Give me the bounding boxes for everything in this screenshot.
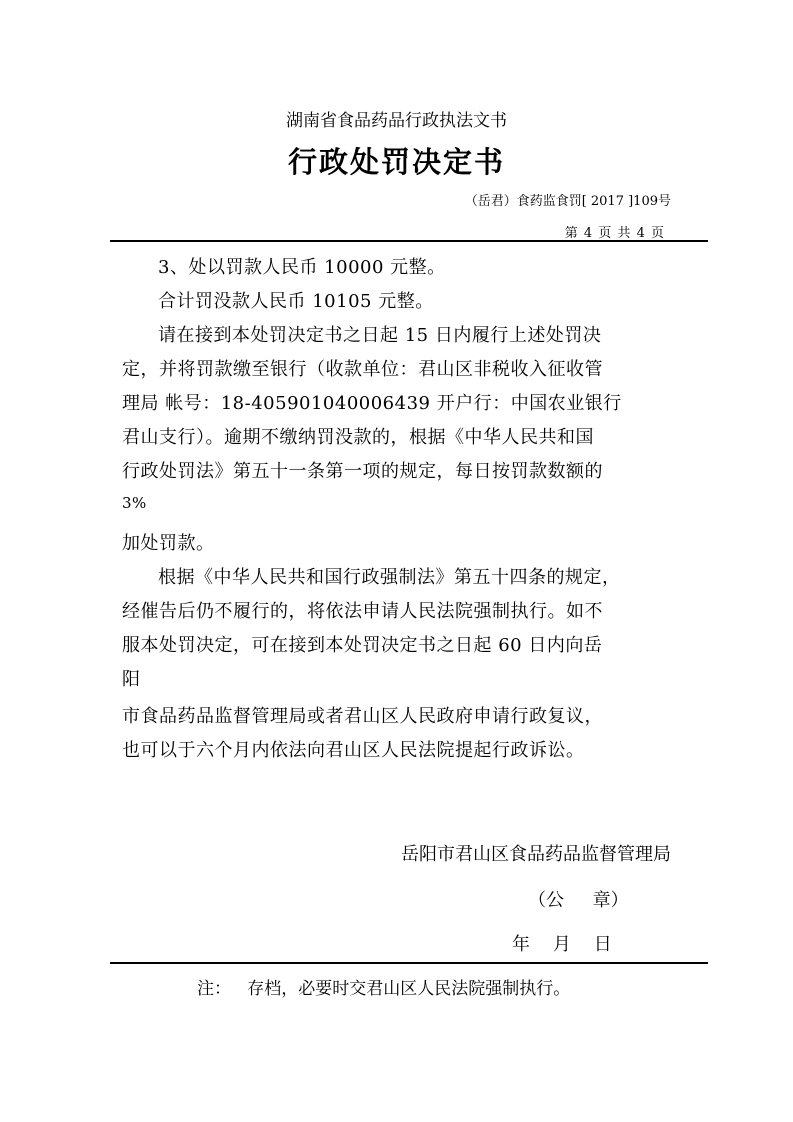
page-info: 第 4 页 共 4 页 [564,226,665,241]
text-line: 请在接到本处罚决定书之日起 15 日内履行上述处罚决 [158,325,602,346]
text-line: 3% [122,494,147,512]
text-line: 行政处罚法》第五十一条第一项的规定，每日按罚款数额的 [122,461,603,482]
text-line: 加处罚款。 [122,533,215,554]
header-divider [110,240,708,242]
text-line: 阳 [122,669,141,690]
text-line: 服本处罚决定，可在接到本处罚决定书之日起 60 日内向岳 [122,635,603,656]
text-line: 定，并将罚款缴至银行（收款单位：君山区非税收入征收管 [122,359,603,380]
text-line: 3、处以罚款人民币 10000 元整。 [158,257,446,278]
text-line: 市食品药品监督管理局或者君山区人民政府申请行政复议， [122,706,603,727]
official-seal: （公 章） [528,890,629,911]
document-title: 行政处罚决定书 [287,145,505,179]
document-number: （岳君）食药监食罚[ 2017 ]109号 [464,194,671,209]
text-line: 根据《中华人民共和国行政强制法》第五十四条的规定， [158,567,621,588]
footer-divider [110,962,708,964]
issue-date: 年 月 日 [512,934,612,955]
text-line: 也可以于六个月内依法向君山区人民法院提起行政诉讼。 [122,740,585,761]
footer-note: 注： 存档，必要时交君山区人民法院强制执行。 [197,979,571,999]
text-line: 理局 帐号：18-405901040006439 开户行：中国农业银行 [122,393,622,414]
text-line: 经催告后仍不履行的，将依法申请人民法院强制执行。如不 [122,601,603,622]
text-line: 合计罚没款人民币 10105 元整。 [158,291,434,312]
text-line: 君山支行）。逾期不缴纳罚没款的，根据《中华人民共和国 [122,427,594,448]
issuing-authority-header: 湖南省食品药品行政执法文书 [286,111,507,131]
issuing-agency: 岳阳市君山区食品药品监督管理局 [401,844,671,865]
